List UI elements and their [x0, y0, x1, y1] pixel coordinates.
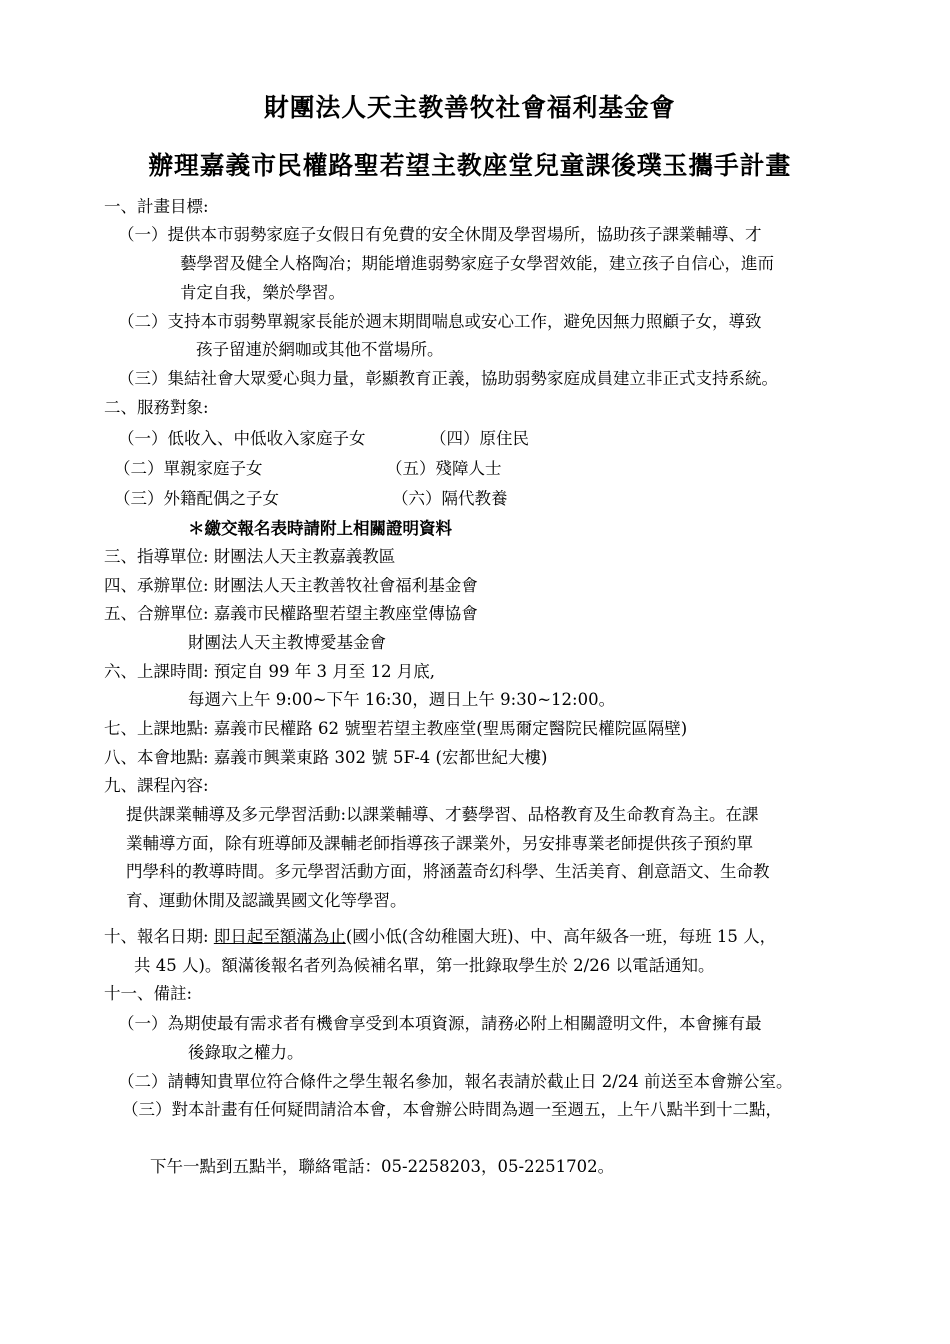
- section-9-line-3: 門學科的教導時間。多元學習活動方面，將涵蓋奇幻科學、生活美育、創意語文、生命教: [126, 862, 770, 881]
- service-target-4: （四）原住民: [430, 429, 529, 448]
- section-11-item-3-line-2: 下午一點到五點半，聯絡電話：05-2258203，05-2251702。: [150, 1157, 615, 1176]
- section-2-heading: 二、服務對象:: [104, 398, 209, 417]
- section-3: 三、指導單位: 財團法人天主教嘉義教區: [104, 547, 396, 566]
- section-9-line-2: 業輔導方面，除有班導師及課輔老師指導孩子課業外，另安排專業老師提供孩子預約單: [126, 834, 753, 853]
- section-1-item-1-line-1: （一）提供本市弱勢家庭子女假日有免費的安全休閒及學習場所，協助孩子課業輔導、才: [118, 225, 762, 244]
- document-subtitle: 辦理嘉義市民權路聖若望主教座堂兒童課後璞玉攜手計畫: [148, 151, 792, 180]
- section-11-item-1-line-1: （一）為期使最有需求者有機會享受到本項資源，請務必附上相關證明文件，本會擁有最: [118, 1014, 762, 1033]
- section-7: 七、上課地點: 嘉義市民權路 62 號聖若望主教座堂(聖馬爾定醫院民權院區隔壁): [104, 719, 688, 738]
- section-1-item-1-line-3: 肯定自我，樂於學習。: [180, 283, 345, 302]
- section-4: 四、承辦單位: 財團法人天主教善牧社會福利基金會: [104, 576, 478, 595]
- section-1-item-2-line-1: （二）支持本市弱勢單親家長能於週末期間喘息或安心工作，避免因無力照顧子女，導致: [118, 312, 762, 331]
- section-1-item-3-line-1: （三）集結社會大眾愛心與力量，彰顯教育正義，協助弱勢家庭成員建立非正式支持系統。: [118, 369, 778, 388]
- service-target-5: （五）殘障人士: [386, 459, 502, 478]
- section-6-line-2: 每週六上午 9:00~下午 16:30，週日上午 9:30~12:00。: [188, 690, 616, 709]
- section-10-line-1: [104, 925, 776, 949]
- section-5-line-2: 財團法人天主教博愛基金會: [188, 633, 386, 652]
- section-9-line-4: 育、運動休閒及認識異國文化等學習。: [126, 891, 407, 910]
- document-title: 財團法人天主教善牧社會福利基金會: [264, 93, 676, 122]
- section-10-rest: (國小低(含幼稚園大班)、中、高年級各一班，每班 15 人，: [345, 927, 777, 946]
- section-10-deadline: 即日起至額滿為止: [213, 927, 346, 946]
- section-11-heading: 十一、備註:: [104, 984, 193, 1003]
- section-1-item-1-line-2: 藝學習及健全人格陶冶；期能增進弱勢家庭子女學習效能，建立孩子自信心，進而: [180, 254, 774, 273]
- section-8: 八、本會地點: 嘉義市興業東路 302 號 5F-4 (宏都世紀大樓): [104, 748, 548, 767]
- section-11-item-2: （二）請轉知貴單位符合條件之學生報名參加，報名表請於截止日 2/24 前送至本會辦公室。: [118, 1072, 793, 1091]
- section-5-line-1: 五、合辦單位: 嘉義市民權路聖若望主教座堂傳協會: [104, 604, 478, 623]
- section-1-item-2-line-2: 孩子留連於網咖或其他不當場所。: [196, 340, 444, 359]
- section-11-item-3-line-1: （三）對本計畫有任何疑問請洽本會，本會辦公時間為週一至週五，上午八點半到十二點，: [122, 1100, 782, 1119]
- section-10-line-2: 共 45 人)。額滿後報名者列為候補名單，第一批錄取學生於 2/26 以電話通知。: [134, 956, 715, 975]
- service-target-2: （二）單親家庭子女: [114, 459, 263, 478]
- section-9-heading: 九、課程內容:: [104, 776, 209, 795]
- section-11-item-1-line-2: 後錄取之權力。: [188, 1043, 304, 1062]
- section-10-prefix: 十、報名日期:: [104, 927, 214, 946]
- section-1-heading: 一、計畫目標:: [104, 197, 209, 216]
- section-9-line-1: 提供課業輔導及多元學習活動:以課業輔導、才藝學習、品格教育及生命教育為主。在課: [126, 805, 759, 824]
- service-target-6: （六）隔代教養: [392, 489, 508, 508]
- service-target-3: （三）外籍配偶之子女: [114, 489, 279, 508]
- service-target-1: （一）低收入、中低收入家庭子女: [118, 429, 366, 448]
- section-6-line-1: 六、上課時間: 預定自 99 年 3 月至 12 月底,: [104, 662, 436, 681]
- service-target-note: ＊繳交報名表時請附上相關證明資料: [188, 519, 452, 538]
